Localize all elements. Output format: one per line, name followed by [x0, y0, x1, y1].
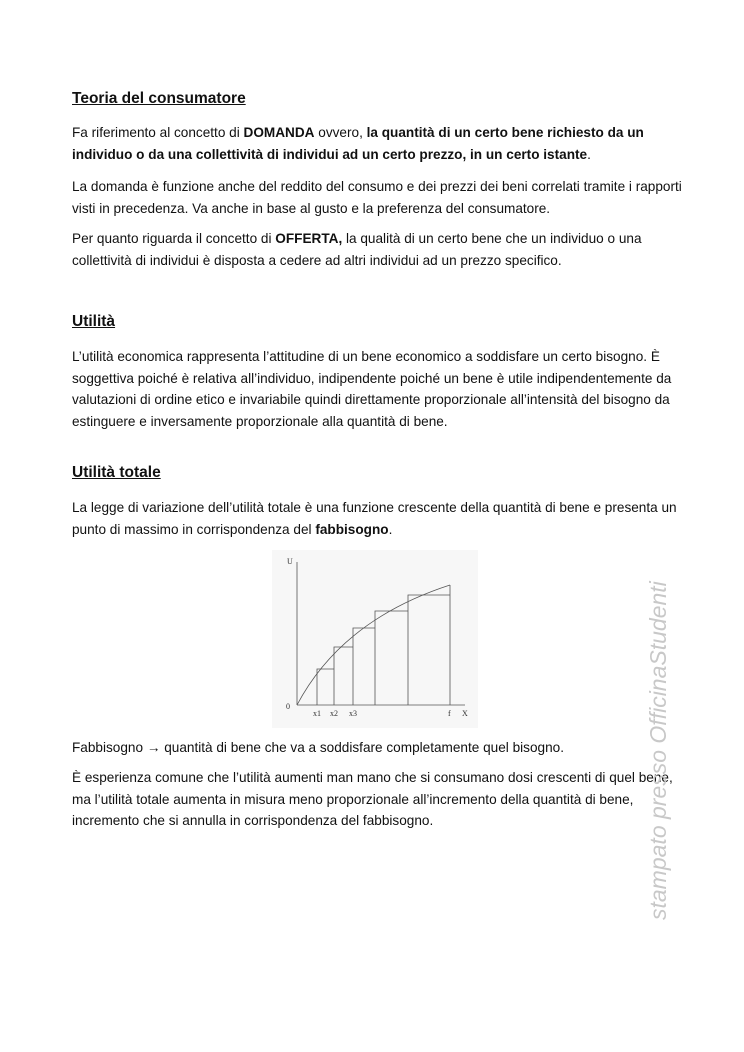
step-rect [334, 647, 353, 705]
tick-x2: x2 [330, 709, 338, 718]
tick-x1: x1 [313, 709, 321, 718]
origin-label: 0 [286, 702, 290, 711]
y-axis-label: U [287, 557, 293, 566]
step-rect [375, 611, 408, 705]
text: Fabbisogno [72, 740, 147, 755]
watermark: stampato presso OfficinaStudenti [645, 581, 671, 920]
bold-fabbisogno: fabbisogno [315, 521, 389, 537]
text: Per quanto riguarda il concetto di [72, 231, 276, 246]
step-rect [408, 595, 450, 705]
text: La legge di variazione dell’utilità totale è una funzione crescente della quantità di bene e presenta un punto di massimo in corrispondenza del [72, 500, 677, 537]
paragraph-reddito: La domanda è funzione anche del reddito del consumo e dei prezzi dei beni correlati tramite i rapporti visti in precedenza. Va anche in base al gusto e la preferenza del consumatore. [72, 179, 682, 216]
step-rect [317, 669, 334, 705]
text: ovvero, [314, 125, 367, 140]
paragraph-offerta [72, 228, 682, 271]
text: . [587, 146, 591, 162]
heading-utilita: Utilità [72, 313, 116, 330]
paragraph-fabbisogno-def [72, 737, 682, 759]
text: la qualità di un certo bene che un individuo o una collettività di individui è disposta a cedere ad altri individui ad un prezzo specifico. [72, 231, 642, 268]
heading-utilita-totale: Utilità totale [72, 464, 161, 481]
paragraph-legge [72, 497, 682, 540]
tick-x3: x3 [349, 709, 357, 718]
arrow-right-icon: → [146, 740, 161, 755]
x-axis-label: X [462, 709, 468, 718]
paragraph-domanda [72, 122, 682, 165]
text: Fa riferimento al concetto di [72, 125, 244, 140]
paragraph-utilita: L’utilità economica rappresenta l’attitudine di un bene economico a soddisfare un certo bisogno. È soggettiva poiché è relativa all’individuo, indipendente poiché un bene è utile indipendentemente da valutazioni di ordine etico e invariabile quindi direttamente proporzionale all’intensità del bisogno da estinguere e inversamente proporzionale alla quantità di bene. [72, 349, 672, 429]
bold-definition: la quantità di un certo bene richiesto da un individuo o da una collettività di individui ad un certo prezzo, in un certo istante [72, 125, 644, 162]
tick-f: f [448, 709, 451, 718]
heading-teoria-consumatore: Teoria del consumatore [72, 90, 246, 107]
bold-offerta: OFFERTA, [275, 231, 343, 246]
text: quantità di bene che va a soddisfare completamente quel bisogno. [160, 740, 564, 755]
step-rect [353, 628, 375, 705]
total-utility-figure [272, 550, 478, 728]
utility-curve [297, 585, 450, 705]
paragraph-esperienza: È esperienza comune che l’utilità aumenti man mano che si consumano dosi crescenti di quel bene, ma l’utilità totale aumenta in misura meno proporzionale all’incremento della quantità di bene, incremento che si annulla in corrispondenza del fabbisogno. [72, 770, 673, 829]
bold-domanda: DOMANDA [243, 125, 315, 140]
text: . [388, 521, 393, 537]
